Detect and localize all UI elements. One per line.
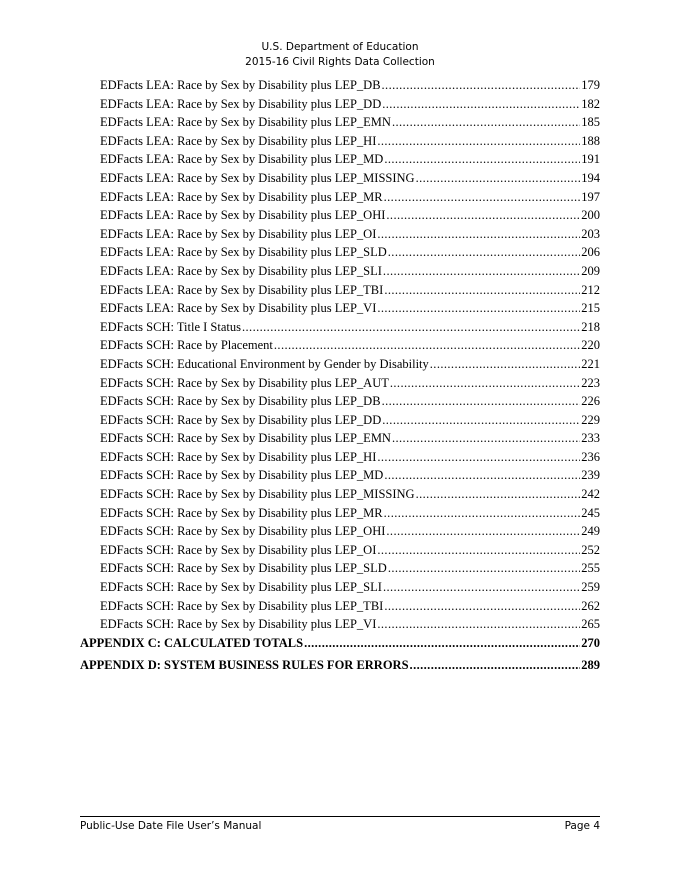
toc-entry[interactable] [80,413,600,432]
toc-entry[interactable] [80,283,600,302]
header-line-2: 2015-16 Civil Rights Data Collection [245,56,435,68]
toc-entry-title: EDFacts SCH: Title I Status [100,319,241,334]
toc-entry-page: 259 [581,580,600,595]
toc-dot-leader [416,171,581,186]
toc-entry-page: 229 [581,412,600,427]
toc-entry-page: 200 [581,208,600,223]
toc-dot-leader [383,264,580,279]
toc-entry-page: 194 [581,170,600,185]
toc-dot-leader [382,97,580,112]
toc-entry-page: 236 [581,449,600,464]
footer-page-number: Page 4 [564,820,600,832]
toc-entry-page: 197 [581,189,600,204]
toc-entry-page: 252 [581,542,600,557]
toc-entry-page: 191 [581,152,600,167]
toc-entry-title: EDFacts LEA: Race by Sex by Disability plus LEP_DD [100,96,382,111]
page-header [0,40,680,70]
toc-entry[interactable] [80,658,600,680]
toc-entry-page: 233 [581,431,600,446]
toc-entry-title: EDFacts SCH: Race by Sex by Disability plus LEP_EMN [100,431,391,446]
toc-entry[interactable] [80,376,600,395]
toc-dot-leader [430,357,580,372]
toc-entry-title: EDFacts LEA: Race by Sex by Disability plus LEP_VI [100,301,377,316]
toc-entry-title: EDFacts LEA: Race by Sex by Disability plus LEP_OI [100,226,377,241]
toc-entry[interactable] [80,487,600,506]
toc-entry-title: EDFacts SCH: Race by Sex by Disability plus LEP_MR [100,505,383,520]
toc-entry-title: EDFacts SCH: Race by Placement [100,338,273,353]
toc-entry[interactable] [80,561,600,580]
toc-entry[interactable] [80,394,600,413]
toc-entry[interactable] [80,171,600,190]
toc-dot-leader [416,487,581,502]
toc-entry-page: 185 [581,115,600,130]
toc-entry[interactable] [80,338,600,357]
toc-entry-title: EDFacts LEA: Race by Sex by Disability plus LEP_TBI [100,282,384,297]
toc-entry[interactable] [80,227,600,246]
toc-entry[interactable] [80,190,600,209]
toc-entry[interactable] [80,599,600,618]
toc-entry[interactable] [80,245,600,264]
toc-entry-title: EDFacts SCH: Race by Sex by Disability plus LEP_AUT [100,375,389,390]
toc-entry-title: EDFacts LEA: Race by Sex by Disability plus LEP_HI [100,133,377,148]
toc-entry-page: 220 [581,338,600,353]
toc-dot-leader [384,468,580,483]
toc-entry[interactable] [80,320,600,339]
toc-dot-leader [382,413,580,428]
toc-entry-title: EDFacts SCH: Race by Sex by Disability plus LEP_DB [100,394,381,409]
table-of-contents [80,78,600,680]
toc-entry[interactable] [80,580,600,599]
toc-dot-leader [386,524,580,539]
toc-entry[interactable] [80,431,600,450]
footer-divider [80,816,600,817]
toc-entry[interactable] [80,468,600,487]
toc-dot-leader [384,506,581,521]
toc-dot-leader [382,78,581,93]
toc-entry-page: 218 [581,319,600,334]
toc-entry[interactable] [80,97,600,116]
toc-entry-title: EDFacts SCH: Race by Sex by Disability plus LEP_HI [100,449,377,464]
toc-entry-title: EDFacts SCH: Race by Sex by Disability plus LEP_MISSING [100,487,415,502]
toc-dot-leader [377,301,580,316]
toc-entry-page: 212 [581,282,600,297]
toc-dot-leader [392,431,580,446]
toc-dot-leader [382,394,581,409]
toc-entry[interactable] [80,524,600,543]
toc-entry-page: 270 [581,635,600,650]
toc-entry[interactable] [80,543,600,562]
toc-entry[interactable] [80,78,600,97]
toc-entry[interactable] [80,264,600,283]
toc-dot-leader [304,636,580,651]
toc-dot-leader [377,617,580,632]
toc-entry-title: EDFacts SCH: Race by Sex by Disability plus LEP_OHI [100,524,386,539]
toc-entry-title: EDFacts SCH: Race by Sex by Disability plus LEP_VI [100,617,377,632]
toc-dot-leader [274,338,580,353]
toc-entry-title: EDFacts LEA: Race by Sex by Disability plus LEP_EMN [100,115,391,130]
toc-entry[interactable] [80,208,600,227]
toc-entry-page: 203 [581,226,600,241]
toc-entry-title: EDFacts LEA: Race by Sex by Disability plus LEP_MD [100,152,384,167]
toc-dot-leader [384,599,580,614]
toc-entry-title: EDFacts LEA: Race by Sex by Disability plus LEP_SLI [100,263,382,278]
toc-entry-title: APPENDIX C: CALCULATED TOTALS [80,635,304,650]
toc-entry[interactable] [80,301,600,320]
toc-entry-page: 245 [581,505,600,520]
toc-entry-page: 262 [581,598,600,613]
toc-dot-leader [377,543,580,558]
toc-entry[interactable] [80,506,600,525]
toc-entry-title: EDFacts SCH: Educational Environment by Gender by Disability [100,356,429,371]
toc-entry-page: 226 [581,394,600,409]
toc-entry[interactable] [80,636,600,658]
toc-dot-leader [384,152,580,167]
toc-entry-page: 249 [581,524,600,539]
toc-dot-leader [384,190,581,205]
page-footer [80,820,600,832]
toc-entry-page: 289 [581,657,600,672]
toc-entry-title: EDFacts SCH: Race by Sex by Disability plus LEP_SLD [100,561,387,576]
toc-entry[interactable] [80,450,600,469]
toc-entry-page: 223 [581,375,600,390]
toc-entry[interactable] [80,152,600,171]
toc-entry-title: EDFacts SCH: Race by Sex by Disability plus LEP_DD [100,412,382,427]
toc-entry-page: 221 [581,356,600,371]
toc-entry[interactable] [80,617,600,636]
toc-entry-title: EDFacts LEA: Race by Sex by Disability plus LEP_SLD [100,245,387,260]
toc-dot-leader [392,115,580,130]
toc-entry-title: EDFacts SCH: Race by Sex by Disability plus LEP_MD [100,468,384,483]
toc-entry-page: 242 [581,487,600,502]
toc-dot-leader [390,376,580,391]
toc-entry[interactable] [80,357,600,376]
toc-entry-page: 265 [581,617,600,632]
toc-entry-page: 239 [581,468,600,483]
toc-entry-title: EDFacts SCH: Race by Sex by Disability plus LEP_TBI [100,598,384,613]
toc-dot-leader [410,658,581,673]
toc-entry-page: 188 [581,133,600,148]
toc-entry-page: 182 [581,96,600,111]
header-line-1: U.S. Department of Education [261,41,419,53]
toc-entry-title: APPENDIX D: SYSTEM BUSINESS RULES FOR ERRORS [80,657,409,672]
toc-entry-title: EDFacts SCH: Race by Sex by Disability plus LEP_OI [100,542,377,557]
toc-entry-title: EDFacts SCH: Race by Sex by Disability plus LEP_SLI [100,580,382,595]
toc-entry[interactable] [80,115,600,134]
toc-entry-title: EDFacts LEA: Race by Sex by Disability plus LEP_MISSING [100,170,415,185]
footer-manual-title: Public-Use Date File User’s Manual [80,820,262,832]
toc-dot-leader [377,227,580,242]
toc-entry-title: EDFacts LEA: Race by Sex by Disability plus LEP_MR [100,189,383,204]
toc-entry-page: 255 [581,561,600,576]
toc-dot-leader [242,320,580,335]
toc-entry-page: 179 [581,78,600,92]
toc-dot-leader [386,208,580,223]
toc-entry-page: 209 [581,263,600,278]
toc-entry-page: 206 [581,245,600,260]
toc-dot-leader [377,450,580,465]
toc-entry-page: 215 [581,301,600,316]
toc-entry-title: EDFacts LEA: Race by Sex by Disability plus LEP_OHI [100,208,386,223]
toc-dot-leader [384,283,580,298]
toc-dot-leader [383,580,580,595]
toc-entry[interactable] [80,134,600,153]
toc-entry-title: EDFacts LEA: Race by Sex by Disability plus LEP_DB [100,78,381,92]
toc-dot-leader [388,245,580,260]
toc-dot-leader [388,561,580,576]
toc-dot-leader [377,134,580,149]
